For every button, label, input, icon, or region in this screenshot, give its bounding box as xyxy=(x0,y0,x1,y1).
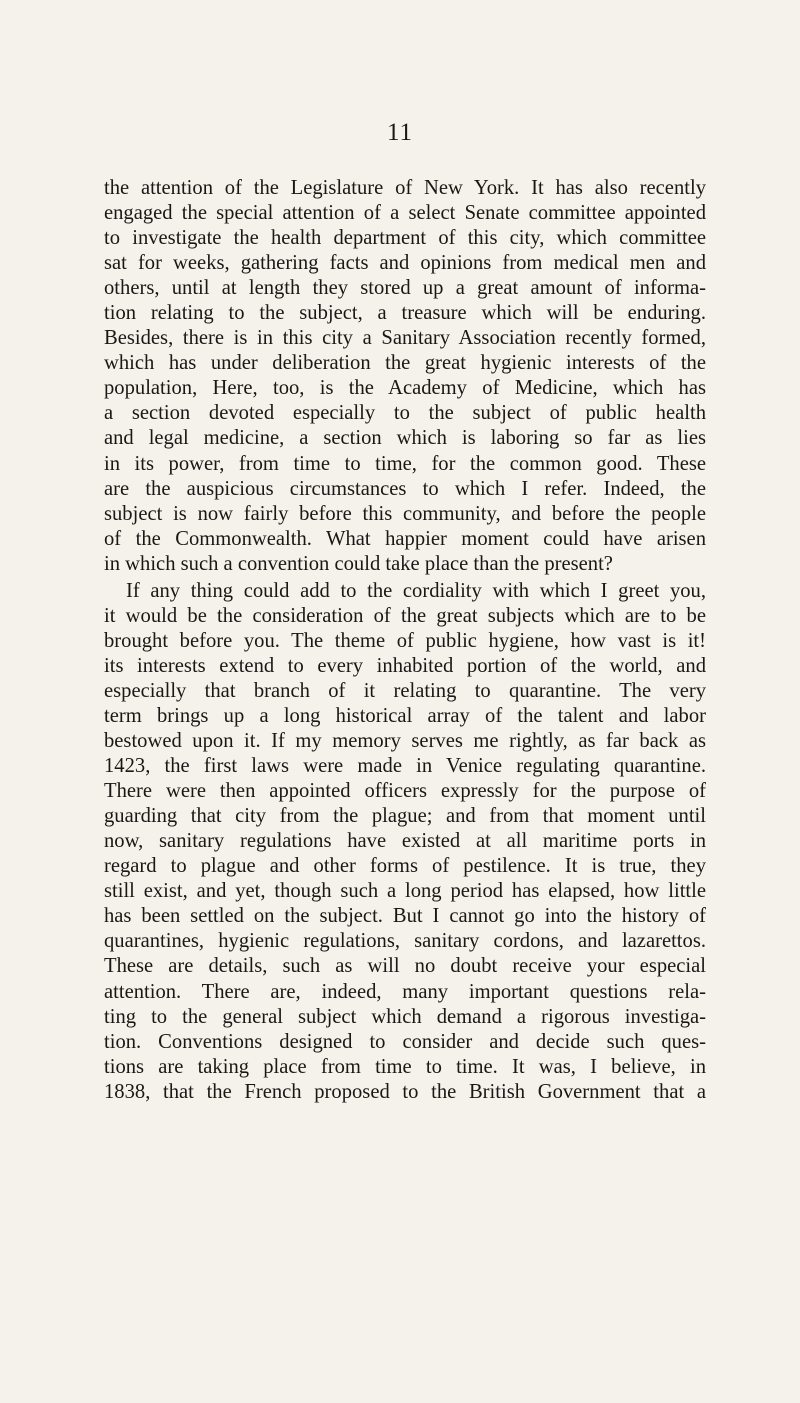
text-line: bestowed upon it. If my memory serves me rightly, as far back as xyxy=(104,730,706,753)
text-line: regard to plague and other forms of pestilence. It is true, they xyxy=(104,855,706,878)
text-line: to investigate the health department of this city, which committee xyxy=(104,227,706,250)
text-line: the attention of the Legislature of New York. It has also recently xyxy=(104,177,706,199)
paragraph-1 xyxy=(104,176,706,577)
text-line: especially that branch of it relating to quarantine. The very xyxy=(104,679,706,702)
text-line: subject is now fairly before this community, and before the people xyxy=(104,502,706,525)
text-line: in its power, from time to time, for the common good. These xyxy=(104,452,706,475)
text-line: has been settled on the subject. But I cannot go into the history of xyxy=(104,905,706,928)
text-line: tion relating to the subject, a treasure which will be enduring. xyxy=(104,302,706,325)
text-line: a section devoted especially to the subject of public health xyxy=(104,402,706,425)
text-line: These are details, such as will no doubt receive your especial xyxy=(104,955,706,978)
text-line: brought before you. The theme of public hygiene, how vast is it! xyxy=(104,629,706,652)
text-line: 1838, that the French proposed to the British Government that a xyxy=(104,1080,706,1103)
text-line: in which such a convention could take place than the present? xyxy=(104,552,613,575)
text-line: are the auspicious circumstances to which I refer. Indeed, the xyxy=(104,477,706,500)
text-line: of the Commonwealth. What happier moment could have arisen xyxy=(104,527,706,550)
text-line: engaged the special attention of a select Senate committee appointed xyxy=(104,202,706,225)
text-line: now, sanitary regulations have existed at all maritime ports in xyxy=(104,830,706,853)
text-line: term brings up a long historical array of the talent and labor xyxy=(104,704,706,727)
text-line: still exist, and yet, though such a long period has elapsed, how little xyxy=(104,880,706,903)
text-line: There were then appointed officers expressly for the purpose of xyxy=(104,780,706,803)
body-text xyxy=(104,176,706,1105)
text-line: tions are taking place from time to time. It was, I believe, in xyxy=(104,1055,706,1078)
text-line: quarantines, hygienic regulations, sanitary cordons, and lazarettos. xyxy=(104,930,706,953)
text-line: 1423, the first laws were made in Venice regulating quarantine. xyxy=(104,755,706,778)
text-line: its interests extend to every inhabited portion of the world, and xyxy=(104,654,706,677)
text-line: ting to the general subject which demand a rigorous investiga- xyxy=(104,1005,706,1028)
text-line: guarding that city from the plague; and from that moment until xyxy=(104,805,706,828)
page-number: 11 xyxy=(386,119,414,146)
paragraph-2 xyxy=(104,579,706,1105)
text-line: attention. There are, indeed, many important questions rela- xyxy=(104,980,706,1003)
text-line: sat for weeks, gathering facts and opinions from medical men and xyxy=(104,252,706,275)
text-line: tion. Conventions designed to consider and decide such ques- xyxy=(104,1030,706,1053)
text-line: If any thing could add to the cordiality with which I greet you, xyxy=(126,579,706,602)
text-line: Besides, there is in this city a Sanitary Association recently formed, xyxy=(104,327,706,350)
text-line: it would be the consideration of the great subjects which are to be xyxy=(104,604,706,627)
text-line: and legal medicine, a section which is laboring so far as lies xyxy=(104,427,706,450)
text-line: population, Here, too, is the Academy of Medicine, which has xyxy=(104,377,706,400)
text-line: others, until at length they stored up a great amount of informa- xyxy=(104,277,706,300)
text-line: which has under deliberation the great hygienic interests of the xyxy=(104,352,706,375)
